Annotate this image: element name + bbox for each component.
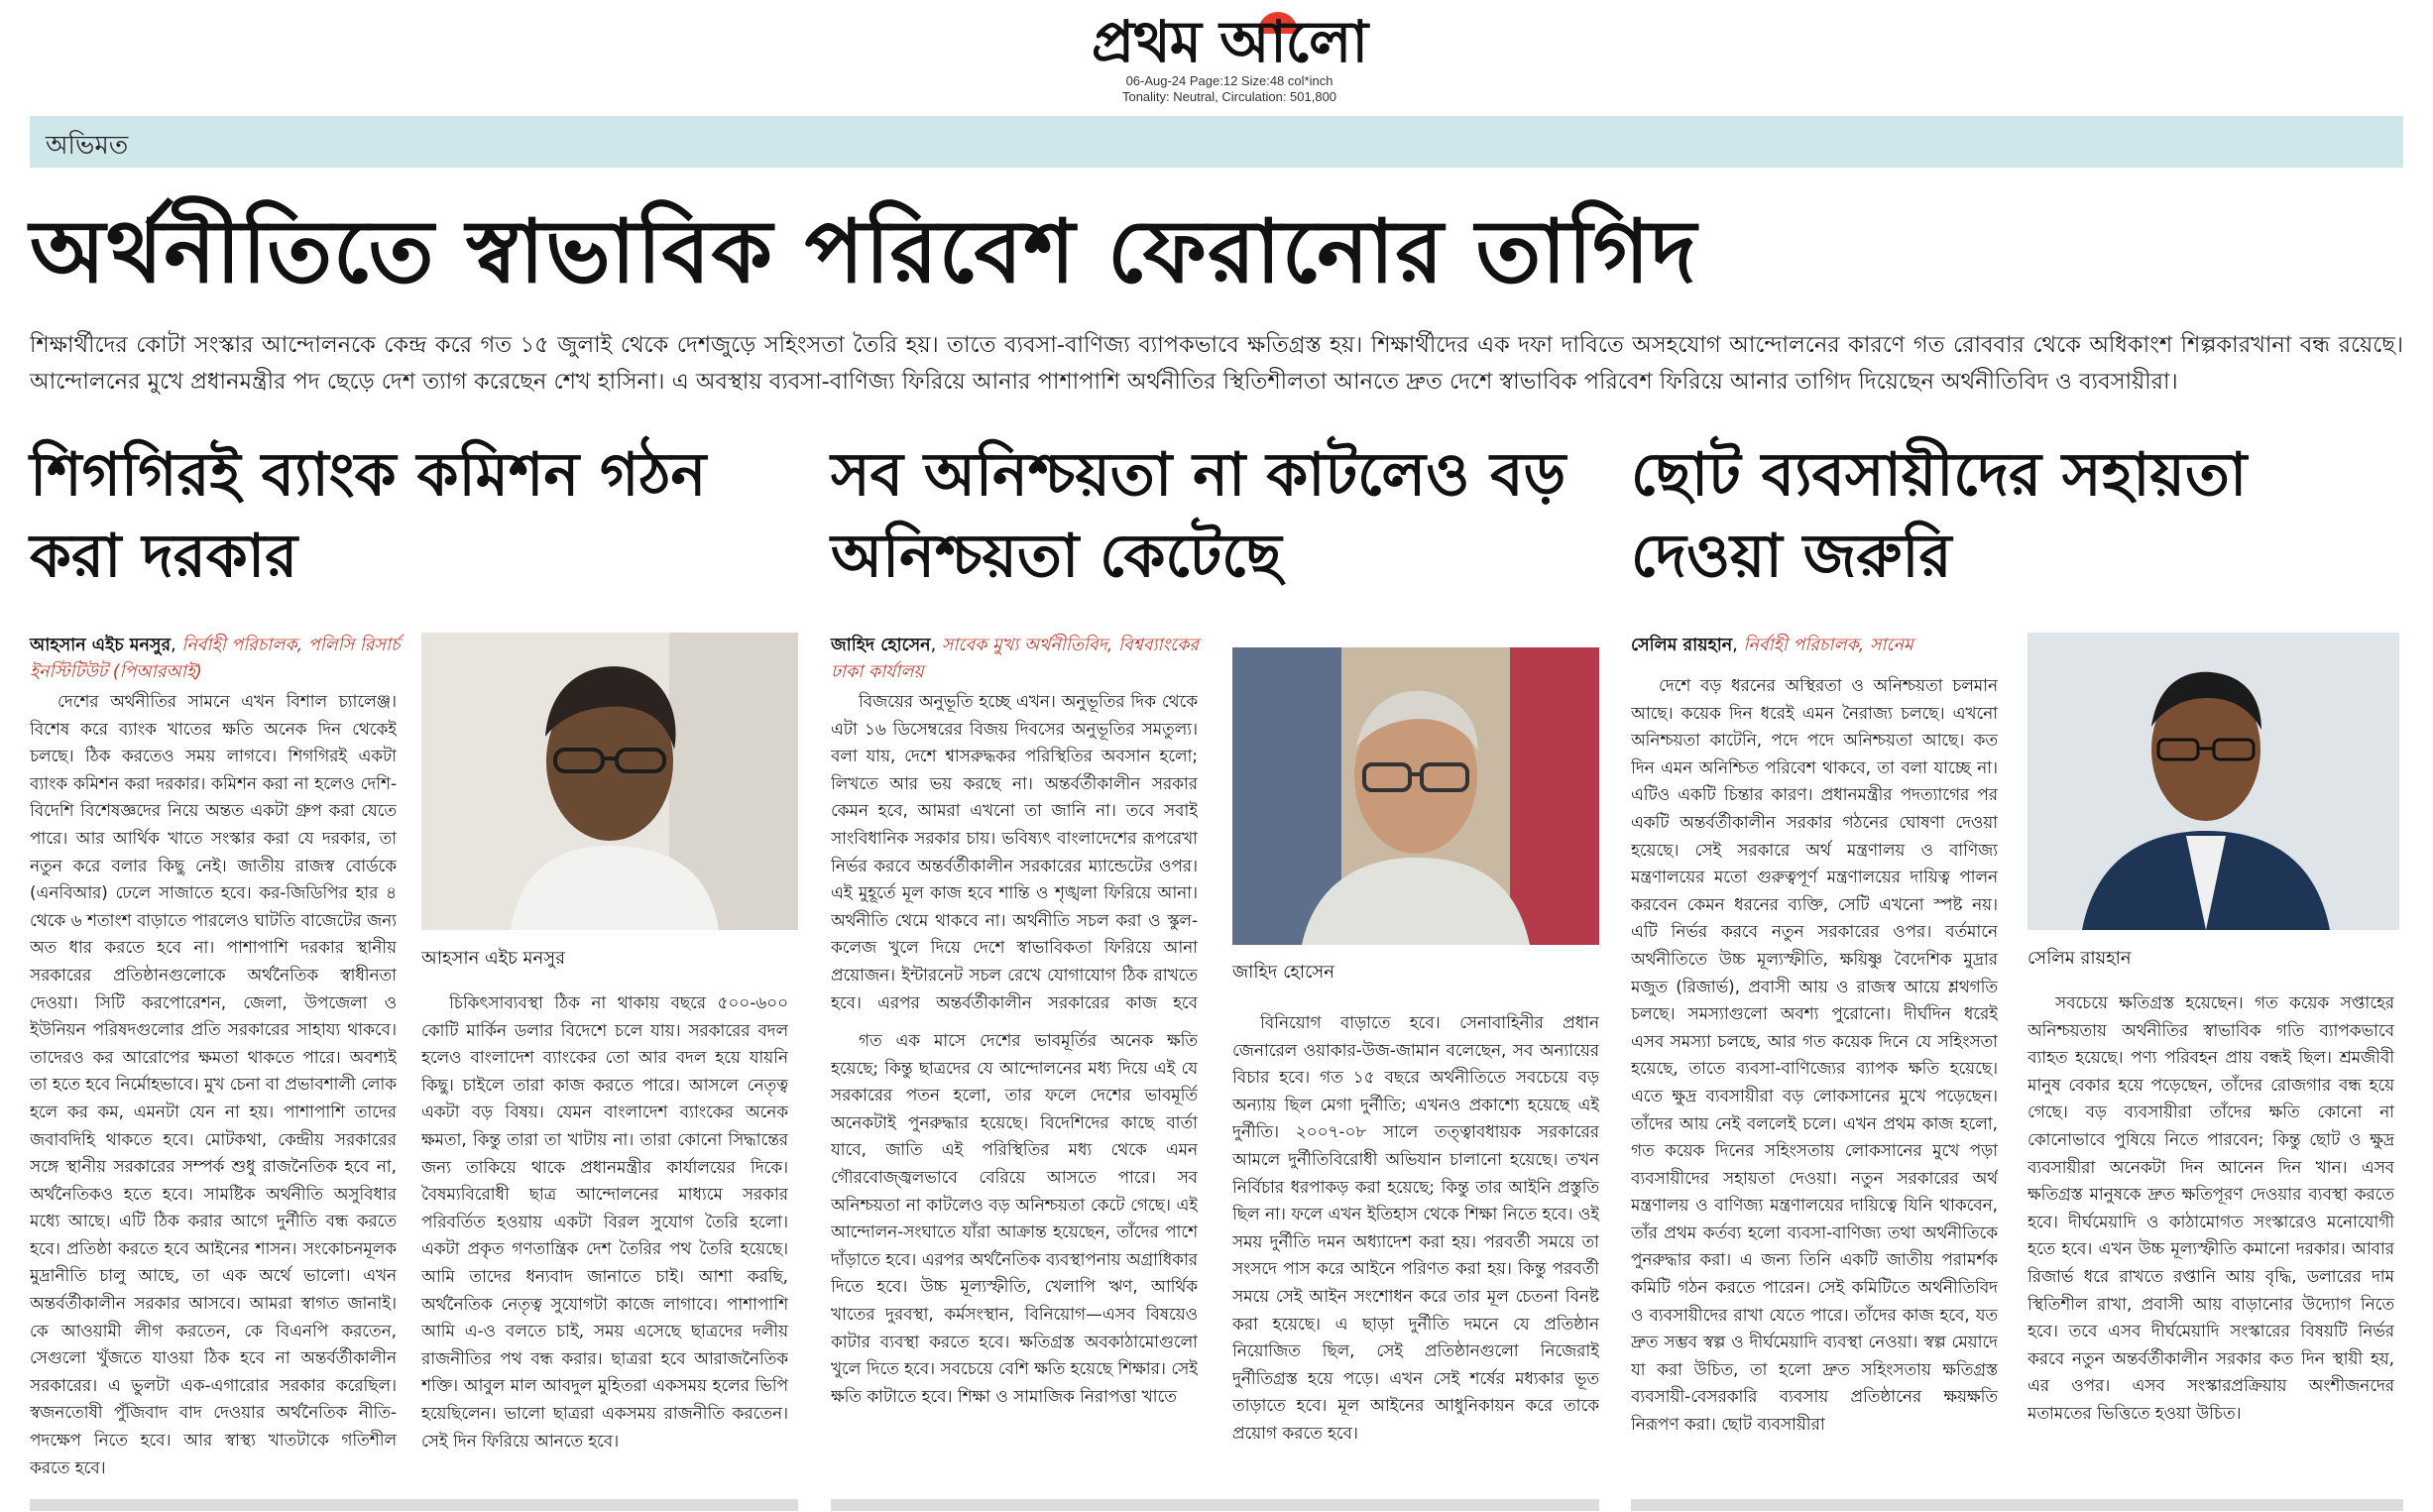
clip-tonality-line: Tonality: Neutral, Circulation: 501,800	[1121, 89, 1337, 104]
column-body-lower	[831, 1027, 1198, 1505]
column-body-left	[30, 688, 397, 1505]
newspaper-logo: প্রথম আলো	[1091, 8, 1368, 75]
column-body-right	[421, 989, 788, 1505]
byline-role: সাবেক মুখ্য অর্থনীতিবিদ, বিশ্বব্যাংকের ঢাকা কার্যালয়	[831, 636, 1200, 682]
category-band	[30, 116, 2403, 168]
column-divider	[831, 1499, 1599, 1511]
photo-caption: জাহিদ হোসেন	[1232, 962, 1334, 983]
body-paragraph: বিজয়ের অনুভূতি হচ্ছে এখন। অনুভূতির দিক থেকে এটা ১৬ ডিসেম্বরের বিজয় দিবসের অনুভূতির সমতুল্য। বলা যায়, দেশে শ্বাসরুদ্ধকর পরিস্থিতির অবসান হলো; লিখতে আর ভয় করছে না। অন্তর্বর্তীকালীন সরকার কেমন হবে, আমরা এখনো তা জানি না। তবে সবাই সাংবিধানিক সরকার চায়। ভবিষ্যৎ বাংলাদেশের রূপরেখা নির্ভর করবে অন্তর্বর্তীকালীন সরকারের ম্যান্ডেটের ওপর। এই মুহূর্তে মূল কাজ হবে শান্তি ও শৃঙ্খলা ফিরিয়ে আনা। অর্থনীতি থেমে থাকবে না। অর্থনীতি সচল করা ও স্কুল-কলেজ খুলে দিয়ে দেশে স্বাভাবিকতা ফিরিয়ে আনা প্রয়োজন। ইন্টারনেট সচল রেখে যোগাযোগ ঠিক রাখতে হবে। এরপর অন্তর্বর্তীকালীন সরকারের কাজ হবে	[831, 691, 1198, 1012]
byline-name: আহসান এইচ মনসুর	[30, 636, 172, 655]
byline: আহসান এইচ মনসুর, নির্বাহী পরিচালক, পলিসি রিসার্চ ইনস্টিটিউট (পিআরআই)	[30, 636, 401, 682]
body-paragraph: চিকিৎসাব্যবস্থা ঠিক না থাকায় বছরে ৫০০-৬০০ কোটি মার্কিন ডলার বিদেশে চলে যায়। সরকারের বদল হলেও বাংলাদেশ ব্যাংকের তো আর বদল হয়ে যায়নি কিছু। চাইলে তারা কাজ করতে পারে। আসলে নেতৃত্ব একটা বড় বিষয়। যেমন বাংলাদেশ ব্যাংকের অনেক ক্ষমতা, কিন্তু তারা তা খাটায় না। তারা কোনো সিদ্ধান্তের জন্য তাকিয়ে থাকে প্রধানমন্ত্রীর কার্যালয়ের দিকে। বৈষম্যবিরোধী ছাত্র আন্দোলনের মাধ্যমে সরকার পরিবর্তিত হওয়ায় একটা বিরল সুযোগ তৈরি হলো। একটা প্রকৃত গণতান্ত্রিক দেশ তৈরির পথ তৈরি হয়েছে। আমি তাদের ধন্যবাদ জানাতে চাই। আশা করছি, অর্থনৈতিক নেতৃত্ব সুযোগটা কাজে লাগাবে। পাশাপাশি আমি এ-ও বলতে চাই, সময় এসেছে ছাত্রদের দলীয় রাজনীতির পথ বন্ধ করার। ছাত্ররা হবে আরাজনৈতিক শক্তি। আবুল মাল আবদুল মুহিতরা একসময় হলের ভিপি হয়েছিলেন। ভালো ছাত্ররা একসময় রাজনীতি করতেন। সেই দিন ফিরিয়ে আনতে হবে।	[421, 992, 788, 1451]
body-paragraph: গত এক মাসে দেশের ভাবমূর্তির অনেক ক্ষতি হয়েছে; কিন্তু ছাত্রদের যে আন্দোলনের মধ্য দিয়ে এই যে সরকারের পতন হলো, তার ফলে দেশের ভাবমূর্তি অনেকটাই পুনরুদ্ধার হয়েছে। বিদেশিদের কাছে বার্তা যাবে, জাতি এই পরিস্থিতির মধ্য থেকে এমন গৌরবোজ্জ্বলভাবে বেরিয়ে আসতে পারে। সব অনিশ্চয়তা না কাটলেও বড় অনিশ্চয়তা কেটে গেছে। এই আন্দোলন-সংঘাতে যাঁরা আক্রান্ত হয়েছেন, তাঁদের পাশে দাঁড়াতে হবে। এরপর অর্থনৈতিক ব্যবস্থাপনায় অগ্রাধিকার দিতে হবে। উচ্চ মূল্যস্ফীতি, খেলাপি ঋণ, আর্থিক খাতের দুরবস্থা, কর্মসংস্থান, বিনিয়োগ—এসব বিষয়েও কাটার ব্যবস্থা করতে হবে। ক্ষতিগ্রস্ত অবকাঠামোগুলো খুলে দিতে হবে। সবচেয়ে বেশি ক্ষতি হয়েছে শিক্ষার। সেই ক্ষতি কাটাতে হবে। শিক্ষা ও সামাজিক নিরাপত্তা খাতে	[831, 1030, 1198, 1406]
column-body-left	[831, 688, 1198, 1017]
column-divider	[1631, 1499, 2403, 1511]
column-body-right	[1232, 1009, 1599, 1505]
body-paragraph: দেশে বড় ধরনের অস্থিরতা ও অনিশ্চয়তা চলমান আছে। কয়েক দিন ধরেই এমন নৈরাজ্য চলছে। এখনো অনিশ্চয়তা কাটেনি, পদে পদে অনিশ্চয়তা আছে। কত দিন এমন অনিশ্চিত পরিবেশ থাকবে, তা বলা যাচ্ছে না। এটিও একটি চিন্তার কারণ। প্রধানমন্ত্রীর পদত্যাগের পর একটি অন্তর্বর্তীকালীন সরকার গঠনের ঘোষণা দেওয়া হয়েছে। সেই সরকারে অর্থ মন্ত্রণালয় ও বাণিজ্য মন্ত্রণালয়ের মতো গুরুত্বপূর্ণ মন্ত্রণালয়ের দায়িত্ব পালন করবেন কেমন ধরনের ব্যক্তি, সেটি এখনো স্পষ্ট নয়। এটি নির্ভর করবে নতুন সরকারের ওপর। বর্তমানে অর্থনীতিতে উচ্চ মূল্যস্ফীতি, ক্ষয়িষ্ণু বৈদেশিক মুদ্রার মজুত (রিজার্ভ), প্রবাসী আয় ও রাজস্ব আয়ে শ্লথগতি চলছে। সমস্যাগুলো অবশ্য পুরোনো। দীর্ঘদিন ধরেই এসব সমস্যা চলছে, আর গত কয়েক দিনে যে সহিংসতা হয়েছে, তাতে ব্যবসা-বাণিজ্যের ব্যাপক ক্ষতি হয়েছে। এতে ক্ষুদ্র ব্যবসায়ীরা বড় লোকসানের মুখে পড়েছেন। তাঁদের আয় নেই বললেই চলে। এখন প্রথম কাজ হলো, গত কয়েক দিনের সহিংসতায় লোকসানের মুখে পড়া ব্যবসায়ীদের সহায়তা দেওয়া। নতুন সরকারের অর্থ মন্ত্রণালয় ও বাণিজ্য মন্ত্রণালয়ের দায়িত্বে যিনি থাকবেন, তাঁর প্রথম কর্তব্য হলো ব্যবসা-বাণিজ্য তথা অর্থনীতিকে পুনরুদ্ধার করা। এ জন্য তিনি একটি জাতীয় পরামর্শক কমিটি গঠন করতে পারেন। সেই কমিটিতে অর্থনীতিবিদ ও ব্যবসায়ীদের রাখা যেতে পারে। তাঁদের কাজ হবে, যত দ্রুত সম্ভব স্বল্প ও দীর্ঘমেয়াদি ব্যবস্থা নেওয়া। স্বল্প মেয়াদে যা করা উচিত, তা হলো দ্রুত সহিংসতায় ক্ষতিগ্রস্ত ব্যবসায়ী-বেসরকারি ব্যবসায় প্রতিষ্ঠানের ক্ষয়ক্ষতি নিরূপণ করা। ছোট ব্যবসায়ীরা	[1631, 675, 1998, 1435]
column-heading: সব অনিশ্চয়তা না কাটলেও বড় অনিশ্চয়তা কেটেছে	[831, 440, 1566, 591]
masthead	[1051, 10, 1408, 105]
byline: জাহিদ হোসেন, সাবেক মুখ্য অর্থনীতিবিদ, বিশ্বব্যাংকের ঢাকা কার্যালয়	[831, 636, 1200, 682]
page-headline: অর্থনীতিতে স্বাভাবিক পরিবেশ ফেরানোর তাগিদ	[30, 199, 1698, 302]
column-heading: ছোট ব্যবসায়ীদের সহায়তা দেওয়া জরুরি	[1631, 440, 2248, 591]
author-photo	[2028, 633, 2399, 930]
opinion-column-1	[30, 434, 798, 1505]
body-paragraph: সবচেয়ে ক্ষতিগ্রস্ত হয়েছেন। গত কয়েক সপ্তাহের অনিশ্চয়তায় অর্থনীতির স্বাভাবিক গতি ব্যাপকভাবে ব্যাহত হয়েছে। পণ্য পরিবহন প্রায় বন্ধই ছিল। শ্রমজীবী মানুষ বেকার হয়ে পড়েছেন, তাঁদের রোজগার বন্ধ হয়ে গেছে। বড় ব্যবসায়ীরা তাঁদের ক্ষতি কোনো না কোনোভাবে পুষিয়ে নিতে পারবেন; কিন্তু ছোট ও ক্ষুদ্র ব্যবসায়ীরা অনেকটা দিন আনেন দিন খান। এসব ক্ষতিগ্রস্ত মানুষকে দ্রুত ক্ষতিপূরণ দেওয়ার ব্যবস্থা করতে হবে। দীর্ঘমেয়াদি ও কাঠামোগত সংস্কারেও মনোযোগী হতে হবে। এখন উচ্চ মূল্যস্ফীতি কমানো দরকার। আবার রিজার্ভ ধরে রাখতে রপ্তানি আয় বৃদ্ধি, ডলারের দাম স্থিতিশীল রাখা, প্রবাসী আয় বাড়ানোর উদ্যোগ নিতে হবে। তবে এসব দীর্ঘমেয়াদি সংস্কারের বিষয়টি নির্ভর করবে নতুন অন্তর্বর্তীকালীন সরকার কত দিন স্থায়ী হয়, এর ওপর। এসব সংস্কারপ্রক্রিয়ায় অংশীজনদের মতামতের ভিত্তিতে হওয়া উচিত।	[2028, 992, 2394, 1423]
opinion-column-2	[831, 434, 1599, 1505]
byline-name: সেলিম রায়হান	[1631, 636, 1733, 655]
clip-meta-line: 06-Aug-24 Page:12 Size:48 col*inch	[1125, 73, 1333, 88]
body-paragraph: দেশের অর্থনীতির সামনে এখন বিশাল চ্যালেঞ্জ। বিশেষ করে ব্যাংক খাতের ক্ষতি অনেক দিন থেকেই চলছে। ঠিক করতেও সময় লাগবে। শিগগিরই একটা ব্যাংক কমিশন করা দরকার। কমিশন করা না হলেও দেশি-বিদেশি বিশেষজ্ঞদের নিয়ে অন্তত একটা গ্রুপ করা যেতে পারে। আর আর্থিক খাতে সংস্কার করা যে দরকার, তা নতুন করে বলার কিছু নেই। জাতীয় রাজস্ব বোর্ডকে (এনবিআর) ঢেলে সাজাতে হবে। কর-জিডিপির হার ৪ থেকে ৬ শতাংশ বাড়াতে পারলেও ঘাটতি বাজেটের জন্য অত ধার করতে হবে না। পাশাপাশি দরকার স্থানীয় সরকারের প্রতিষ্ঠানগুলোকে অর্থনৈতিক স্বাধীনতা দেওয়া। সিটি করপোরেশন, জেলা, উপজেলা ও ইউনিয়ন পরিষদগুলোর প্রতি সরকারের সাহায্য থাকবে। তাদেরও কর আরোপের ক্ষমতা থাকতে পারে। অবশ্যই তা হতে হবে নির্মোহভাবে। মুখ চেনা বা প্রভাবশালী লোক হলে কর কম, এমনটা যেন না হয়। পাশাপাশি তাদের জবাবদিহি থাকতে হবে। মোটকথা, কেন্দ্রীয় সরকারের সঙ্গে স্থানীয় সরকারের সম্পর্ক শুধু রাজনৈতিক হবে না, অর্থনৈতিকও হতে হবে। সামষ্টিক অর্থনীতি অসুবিধার মধ্যে আছে। এটি ঠিক করার আগে দুর্নীতি বন্ধ করতে হবে। প্রতিষ্ঠা করতে হবে আইনের শাসন। সংকোচনমূলক মুদ্রানীতি চালু আছে, তা এক অর্থে ভালো। এখন অন্তর্বর্তীকালীন সরকার আসবে। আমরা স্বাগত জানাই। কে আওয়ামী লীগ করতেন, কে বিএনপি করতেন, সেগুলো খুঁজতে যাওয়া ঠিক হবে না অন্তর্বর্তীকালীন সরকারের। এ ভুলটা এক-এগারোর সরকার করেছিল। স্বজনতোষী পুঁজিবাদ বাদ দেওয়ার অর্থনৈতিক নীতি-পদক্ষেপ নিতে হবে। আর স্বাস্থ্য খাতটাকে গতিশীল করতে হবে।	[30, 691, 397, 1477]
lede-paragraph: শিক্ষার্থীদের কোটা সংস্কার আন্দোলনকে কেন্দ্র করে গত ১৫ জুলাই থেকে দেশজুড়ে সহিংসতা তৈরি হয়। তাতে ব্যবসা-বাণিজ্য ব্যাপকভাবে ক্ষতিগ্রস্ত হয়। শিক্ষার্থীদের এক দফা দাবিতে অসহযোগ আন্দোলনের কারণে গত রোববার থেকে অধিকাংশ শিল্পকারখানা বন্ধ রয়েছে। আন্দোলনের মুখে প্রধানমন্ত্রীর পদ ছেড়ে দেশ ত্যাগ করেছেন শেখ হাসিনা। এ অবস্থায় ব্যবসা-বাণিজ্য ফিরিয়ে আনার পাশাপাশি অর্থনীতির স্থিতিশীলতা আনতে দ্রুত দেশে স্বাভাবিক পরিবেশ ফিরিয়ে আনার তাগিদ দিয়েছেন অর্থনীতিবিদ ও ব্যবসায়ীরা।	[30, 332, 2403, 395]
column-body-left	[1631, 672, 1998, 1505]
column-divider	[30, 1499, 798, 1511]
opinion-column-3	[1631, 434, 2399, 1505]
author-photo	[1232, 647, 1599, 945]
column-heading: শিগগিরই ব্যাংক কমিশন গঠন করা দরকার	[30, 440, 707, 591]
byline-name: জাহিদ হোসেন	[831, 636, 931, 655]
body-paragraph: বিনিয়োগ বাড়াতে হবে। সেনাবাহিনীর প্রধান জেনারেল ওয়াকার-উজ-জামান বলেছেন, সব অন্যায়ের বিচার হবে। গত ১৫ বছরে অর্থনীতিতে সবচেয়ে বড় অন্যায় ছিল মেগা দুর্নীতি; এখনও প্রকাশ্যে হয়েছে এই দুর্নীতি। ২০০৭-০৮ সালে তত্ত্বাবধায়ক সরকারের আমলে দুর্নীতিবিরোধী অভিযান চালানো হয়েছে। তখন নির্বিচার ধরপাকড় করা হয়েছে; কিন্তু তার আইনি প্রস্তুতি ছিল না। ফলে এখন ইতিহাস থেকে শিক্ষা নিতে হবে। ওই সময় দুর্নীতি দমন অধ্যাদেশ করা হয়। পরবর্তী সময়ে তা সংসদে পাস করে আইনে পরিণত করা হয়। কিন্তু পরবর্তী সময়ে সেই আইন সংশোধন করে তার মূল চেতনা বিনষ্ট করা হয়েছে। এ ছাড়া দুর্নীতি দমনে যে প্রতিষ্ঠান নিয়োজিত ছিল, সেই প্রতিষ্ঠানগুলো নিজেরাই দুর্নীতিগ্রস্ত হয়ে পড়ে। এখন সেই শর্ষের মধ্যকার ভূত তাড়াতে হবে। মূল আইনের আধুনিকায়ন করে তাকে প্রয়োগ করতে হবে।	[1232, 1012, 1599, 1443]
byline-role: নির্বাহী পরিচালক, পলিসি রিসার্চ ইনস্টিটিউট (পিআরআই)	[30, 636, 401, 682]
photo-caption: আহসান এইচ মনসুর	[421, 948, 566, 969]
category-label: অভিমত	[46, 131, 129, 161]
photo-caption: সেলিম রায়হান	[2028, 948, 2132, 969]
column-body-right	[2028, 989, 2394, 1505]
author-photo	[421, 633, 798, 930]
byline: সেলিম রায়হান, নির্বাহী পরিচালক, সানেম	[1631, 636, 1913, 655]
byline-role: নির্বাহী পরিচালক, সানেম	[1743, 636, 1913, 655]
